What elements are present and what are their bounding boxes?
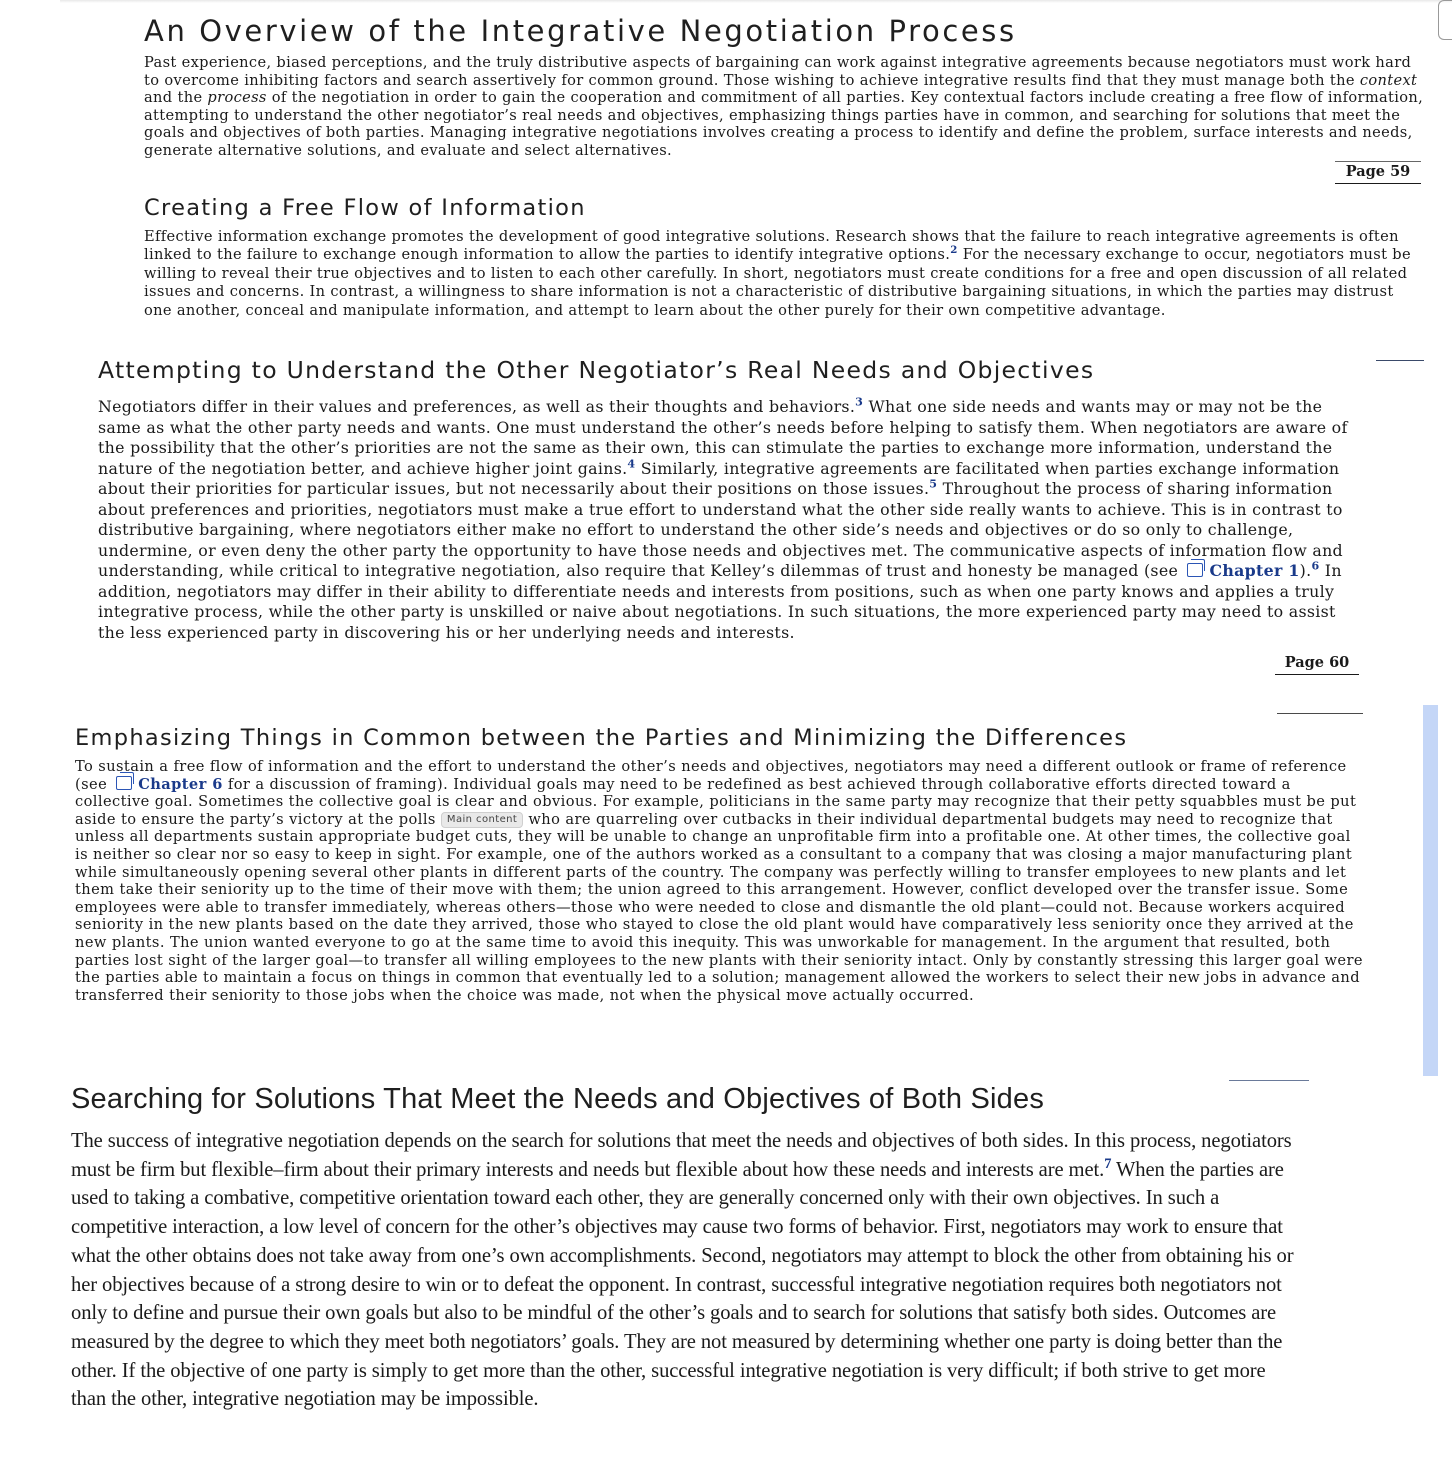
corner-tab[interactable] — [1438, 0, 1452, 40]
chapter-6-link[interactable]: Chapter 6 — [138, 775, 223, 793]
footnote-ref-7[interactable]: 7 — [1104, 1155, 1112, 1172]
text-run: who are quarreling over cutbacks in their individual departmental budgets may need to recognize that unless all departments sustain appropriate budget cuts, they will be unable to change an unprofitable firm into a profitable one. At other times, the collective goal is neither so clear nor so easy to keep in sight. For example, one of the authors worked as a consultant to a company that was closing a major manufacturing plant while simultaneously opening several other plants in different parts of the country. The company was perfectly willing to transfer employees to new plants and let them take their seniority up to the time of their move with them; the union agreed to this arrangement. However, conflict developed over the transfer issue. Some employees were able to transfer immediately, whereas others—those who were needed to close and dismantle the old plant—could not. Because workers acquired seniority in the new plants based on the date they arrived, those who stayed to close the old plant would have comparatively less seniority once they arrived at the new plants. The union wanted everyone to go at the same time to avoid this inequity. This was unworkable for management. In the argument that resulted, both parties lost sight of the larger goal—to transfer all willing employees to the new plants with their seniority intact. Only by constantly stressing this larger goal were the parties able to maintain a focus on things in common that eventually led to a solution; management allowed the workers to select their new jobs in advance and transferred their seniority to those jobs when the choice was made, not when the physical move actually occurred. — [75, 810, 1363, 1004]
footnote-ref-5[interactable]: 5 — [929, 477, 938, 491]
text-run: of the negotiation in order to gain the cooperation and commitment of all parties. Key contextual factors include creating a free flow of information, attempting to understand the other negotiator’s real needs and objectives, emphasizing things parties have in common, and searching for solutions that meet the goals and objectives of both parties. Managing integrative negotiations involves creating a process to identify and define the problem, surface interests and needs, generate alternative solutions, and evaluate and select alternatives. — [144, 89, 1424, 159]
text-run: Negotiators differ in their values and preferences, as well as their thoughts and behaviors. — [98, 397, 856, 416]
paragraph-understand-needs — [98, 397, 1360, 643]
paragraph-free-flow — [144, 228, 1414, 320]
external-link-icon[interactable] — [1187, 563, 1203, 577]
text-run: for a discussion of framing). Individual goals may need to be redefined as best achieved through collaborative efforts directed toward a collective goal. Sometimes the collective goal is clear and obvious. For example, politicians in the same party may recognize that their petty squabbles must be put aside to ensure the party’s victory at the polls — [75, 775, 1357, 828]
footnote-ref-3[interactable]: 3 — [855, 395, 864, 409]
section-free-flow — [144, 195, 1414, 320]
external-link-icon[interactable] — [116, 776, 132, 790]
section-emphasize-common — [75, 725, 1365, 1004]
page-marker-59: Page 59 — [1335, 161, 1421, 184]
text-run: What one side needs and wants may or may not be the same as what the other party needs and wants. One must understand the other’s needs before helping to satisfy them. When negotiators are aware of the possibility that the other’s priorities are not the same as their own, this can stimulate the parties to exchange more information, understand the nature of the negotiation better, and achieve higher joint gains. — [98, 397, 1348, 478]
text-run: When the parties are used to taking a combative, competitive orientation toward each other, they are generally concerned only with their own objectives. In such a competitive interaction, a low level of concern for the other’s objectives may cause two forms of behavior. First, negotiators may work to ensure that what the other obtains does not take away from one’s own accomplishments. Second, negotiators may attempt to block the other from obtaining his or her objectives because of a strong desire to win or to defeat the opponent. In contrast, successful integrative negotiation requires both negotiators not only to define and pursue their own goals but also to be mindful of the other’s goals and to search for solutions that satisfy both sides. Outcomes are measured by the degree to which they meet both negotiators’ goals. They are not measured by determining whether one party is doing better than the other. If the objective of one party is simply to get more than the other, successful integrative negotiation is very difficult; if both strive to get more than the other, integrative negotiation may be impossible. — [71, 1158, 1294, 1411]
text-run: The success of integrative negotiation depends on the search for solutions that meet the needs and objectives of both sides. In this process, negotiators must be firm but flexible–firm about their primary interests and needs but flexible about how these needs and interests are met. — [71, 1130, 1292, 1181]
top-shadow — [60, 0, 1452, 3]
paragraph-emphasize-common — [75, 758, 1365, 1004]
chapter-1-link[interactable]: Chapter 1 — [1209, 561, 1300, 580]
section-overview — [144, 14, 1426, 159]
margin-rule — [1229, 1080, 1309, 1081]
text-run: In addition, negotiators may differ in their ability to differentiate needs and interests from positions, such as when one party knows and applies a truly integrative process, while the other party is unskilled or naive about negotiations. In such situations, the more experienced party may need to assist the less experienced party in discovering his or her underlying needs and interests. — [98, 561, 1342, 642]
footnote-ref-6[interactable]: 6 — [1311, 559, 1320, 573]
text-run: ). — [1299, 561, 1312, 580]
footnote-ref-2[interactable]: 2 — [950, 244, 958, 257]
section-search-solutions — [71, 1083, 1301, 1414]
text-run: To sustain a free flow of information and the effort to understand the other’s needs and objectives, negotiators may need a different outlook or frame of reference (see — [75, 758, 1347, 793]
text-run: For the necessary exchange to occur, negotiators must be willing to reveal their true objectives and to listen to each other carefully. In short, negotiators must create conditions for a free and open discussion of all related issues and concerns. In contrast, a willingness to share information is not a characteristic of distributive bargaining situations, in which the parties may distrust one another, conceal and manipulate information, and attempt to learn about the other purely for their own competitive advantage. — [144, 246, 1411, 319]
text-run: Similarly, integrative agreements are facilitated when parties exchange information about their priorities for particular issues, but not necessarily about their positions on those issues. — [98, 458, 1340, 498]
page-marker-60: Page 60 — [1275, 653, 1359, 675]
margin-rule — [1277, 713, 1363, 714]
text-run: Effective information exchange promotes the development of good integrative solutions. Research shows that the failure to reach integrative agreements is often linked to the failure to exchange enough information to allow the parties to identify integrative options. — [144, 228, 1399, 264]
heading-free-flow: Creating a Free Flow of Information — [144, 195, 586, 221]
main-content-tag[interactable]: Main content — [441, 812, 523, 828]
heading-understand-needs: Attempting to Understand the Other Negotiator’s Real Needs and Objectives — [98, 356, 1095, 384]
text-run: Past experience, biased perceptions, and the truly distributive aspects of bargaining can work against integrative agreements because negotiators must work hard to overcome inhibiting factors and search assertively for common ground. Those wishing to achieve integrative results find that they must manage both the — [144, 54, 1412, 89]
paragraph-overview — [144, 54, 1424, 159]
heading-search-solutions: Searching for Solutions That Meet the Needs and Objectives of Both Sides — [71, 1083, 1045, 1115]
emphasis-process: process — [207, 89, 267, 106]
text-run: and the — [144, 89, 208, 106]
section-understand-needs — [98, 356, 1360, 643]
heading-overview: An Overview of the Integrative Negotiation Process — [144, 14, 1017, 48]
emphasis-context: context — [1359, 71, 1418, 89]
text-run: Throughout the process of sharing information about preferences and priorities, negotiators must make a true effort to understand what the other side really wants to achieve. This is in contrast to distributive bargaining, where negotiators either make no effort to understand the other side’s needs and objectives or do so only to challenge, undermine, or even deny the other party the opportunity to have those needs and objectives met. The communicative aspects of information flow and understanding, while critical to integrative negotiation, also require that Kelley’s dilemmas of trust and honesty be managed (see — [98, 479, 1343, 580]
footnote-ref-4[interactable]: 4 — [627, 457, 636, 471]
scrollbar-thumb[interactable] — [1423, 705, 1438, 1076]
paragraph-search-solutions — [71, 1127, 1301, 1414]
margin-rule — [1376, 360, 1424, 361]
heading-emphasize-common: Emphasizing Things in Common between the Parties and Minimizing the Differences — [75, 725, 1128, 751]
